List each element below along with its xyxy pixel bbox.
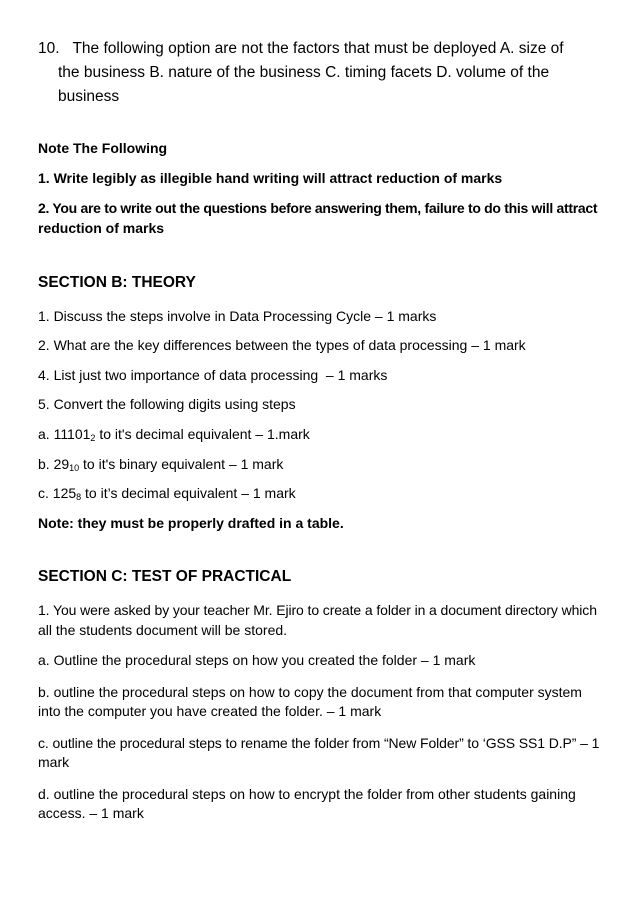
section-b-item-c <box>38 483 296 503</box>
section-b-question-1: 1. Discuss the steps involve in Data Processing Cycle – 1 marks <box>38 308 437 324</box>
question-10-line-2: the business B. nature of the business C. timing facets D. volume of the <box>58 64 550 81</box>
question-10-line-1: 10. The following option are not the factors that must be deployed A. size of <box>38 40 564 57</box>
note-item-2-line-2: reduction of marks <box>38 220 165 236</box>
section-c-item-c-line-1: c. outline the procedural steps to rename the folder from “New Folder” to ‘GSS SS1 D.P” – 1 <box>38 735 600 751</box>
item-c-suffix: to it’s decimal equivalent – 1 mark <box>81 485 296 501</box>
item-a-suffix: to it's decimal equivalent – 1.mark <box>95 426 310 442</box>
note-item-1: 1. Write legibly as illegible hand writing will attract reduction of marks <box>38 170 503 186</box>
section-c-item-a: a. Outline the procedural steps on how you created the folder – 1 mark <box>38 652 476 668</box>
item-c-prefix: c. 125 <box>38 485 77 501</box>
note-title: Note The Following <box>38 140 168 156</box>
question-10-line-3: business <box>58 88 120 105</box>
section-b-item-a <box>38 424 310 444</box>
section-c-item-d-line-2: access. – 1 mark <box>38 805 144 821</box>
section-c-question-1-line-2: all the students document will be stored. <box>38 622 288 638</box>
item-a-base: 2 <box>90 433 96 443</box>
item-b-base: 10 <box>69 463 80 473</box>
section-c-item-b-line-2: into the computer you have created the folder. – 1 mark <box>38 703 382 719</box>
section-b-question-5: 5. Convert the following digits using steps <box>38 396 296 412</box>
note-item-2-line-1: 2. You are to write out the questions before answering them, failure to do this will attract <box>38 200 598 216</box>
section-b-heading: SECTION B: THEORY <box>38 274 196 291</box>
section-c-item-d-line-1: d. outline the procedural steps on how to encrypt the folder from other students gaining <box>38 786 576 802</box>
section-c-question-1-line-1: 1. You were asked by your teacher Mr. Ejiro to create a folder in a document directory which <box>38 602 597 618</box>
section-b-item-b <box>38 454 283 474</box>
item-c-base: 8 <box>76 492 82 502</box>
section-c-item-b-line-1: b. outline the procedural steps on how to copy the document from that computer system <box>38 684 582 700</box>
section-b-note: Note: they must be properly drafted in a table. <box>38 515 344 531</box>
section-b-question-4: 4. List just two importance of data processing – 1 marks <box>38 367 388 383</box>
item-b-suffix: to it's binary equivalent – 1 mark <box>79 456 284 472</box>
section-b-question-2: 2. What are the key differences between the types of data processing – 1 mark <box>38 337 526 353</box>
item-a-prefix: a. 11101 <box>38 426 91 442</box>
item-b-prefix: b. 29 <box>38 456 70 472</box>
section-c-item-c-line-2: mark <box>38 754 70 770</box>
section-c-heading: SECTION C: TEST OF PRACTICAL <box>38 568 292 585</box>
